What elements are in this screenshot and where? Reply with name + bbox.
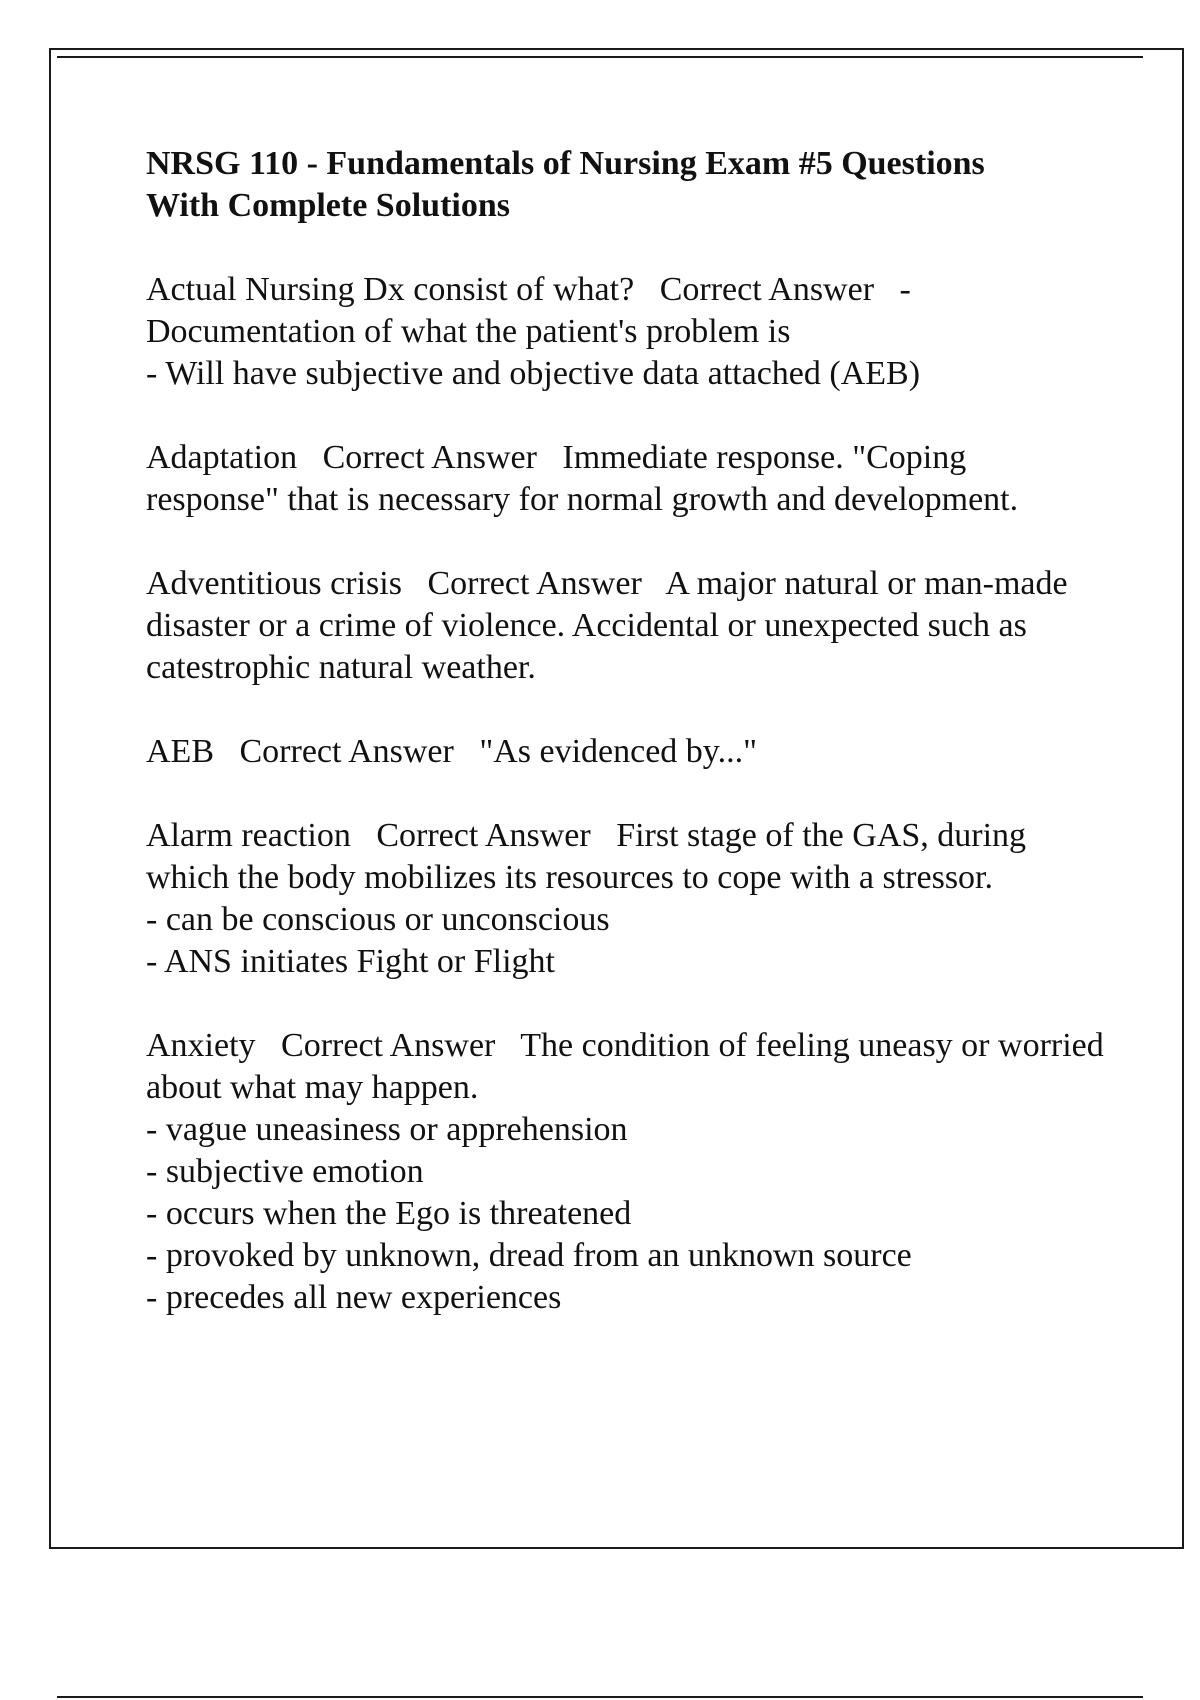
header-rule: [57, 56, 1143, 58]
footer-rule: [57, 1696, 1143, 1698]
entry-answer: A major natural or man-made disaster or a crime of violence. Accidental or unexpected such as catestrophic natural weather.: [146, 565, 1077, 686]
entry-bullet: - vague uneasiness or apprehension: [146, 1111, 628, 1148]
correct-answer-label: Correct Answer: [281, 1027, 496, 1064]
entry-bullet: - provoked by unknown, dread from an unknown source: [146, 1237, 912, 1274]
document-body: [146, 143, 1113, 1361]
qa-entry: [146, 1025, 1113, 1319]
qa-entry: [146, 563, 1106, 689]
entry-answer: First stage of the GAS, during which the body mobilizes its resources to cope with a stressor.: [146, 817, 1035, 896]
qa-entry: [146, 731, 1106, 773]
qa-entry: [146, 437, 1106, 521]
entry-answer: Immediate response. "Coping response" that is necessary for normal growth and development.: [146, 439, 1019, 518]
correct-answer-label: Correct Answer: [322, 439, 537, 476]
entry-term: Adaptation: [146, 439, 298, 476]
correct-answer-label: Correct Answer: [239, 733, 454, 770]
entry-term: Anxiety: [146, 1027, 256, 1064]
entry-term: Adventitious crisis: [146, 565, 402, 602]
qa-entry: [146, 269, 1106, 395]
entry-bullet: - precedes all new experiences: [146, 1279, 562, 1316]
entry-bullet: - ANS initiates Fight or Flight: [146, 943, 555, 980]
document-title: [146, 143, 1106, 227]
entry-bullet: - Will have subjective and objective data attached (AEB): [146, 355, 921, 392]
title-line-2: With Complete Solutions: [146, 187, 510, 224]
entry-answer: - Documentation of what the patient's problem is: [146, 271, 920, 350]
entry-bullet: - subjective emotion: [146, 1153, 424, 1190]
correct-answer-label: Correct Answer: [376, 817, 591, 854]
entry-term: Alarm reaction: [146, 817, 351, 854]
title-line-1: NRSG 110 - Fundamentals of Nursing Exam #5 Questions: [146, 145, 985, 182]
entry-answer: "As evidenced by...": [479, 733, 757, 770]
qa-entry: [146, 815, 1106, 983]
correct-answer-label: Correct Answer: [427, 565, 642, 602]
entry-term: Actual Nursing Dx consist of what?: [146, 271, 635, 308]
entry-term: AEB: [146, 733, 214, 770]
correct-answer-label: Correct Answer: [659, 271, 875, 308]
entry-bullet: - occurs when the Ego is threatened: [146, 1195, 632, 1232]
entry-answer: The condition of feeling uneasy or worried about what may happen.: [146, 1027, 1113, 1106]
entry-bullet: - can be conscious or unconscious: [146, 901, 610, 938]
